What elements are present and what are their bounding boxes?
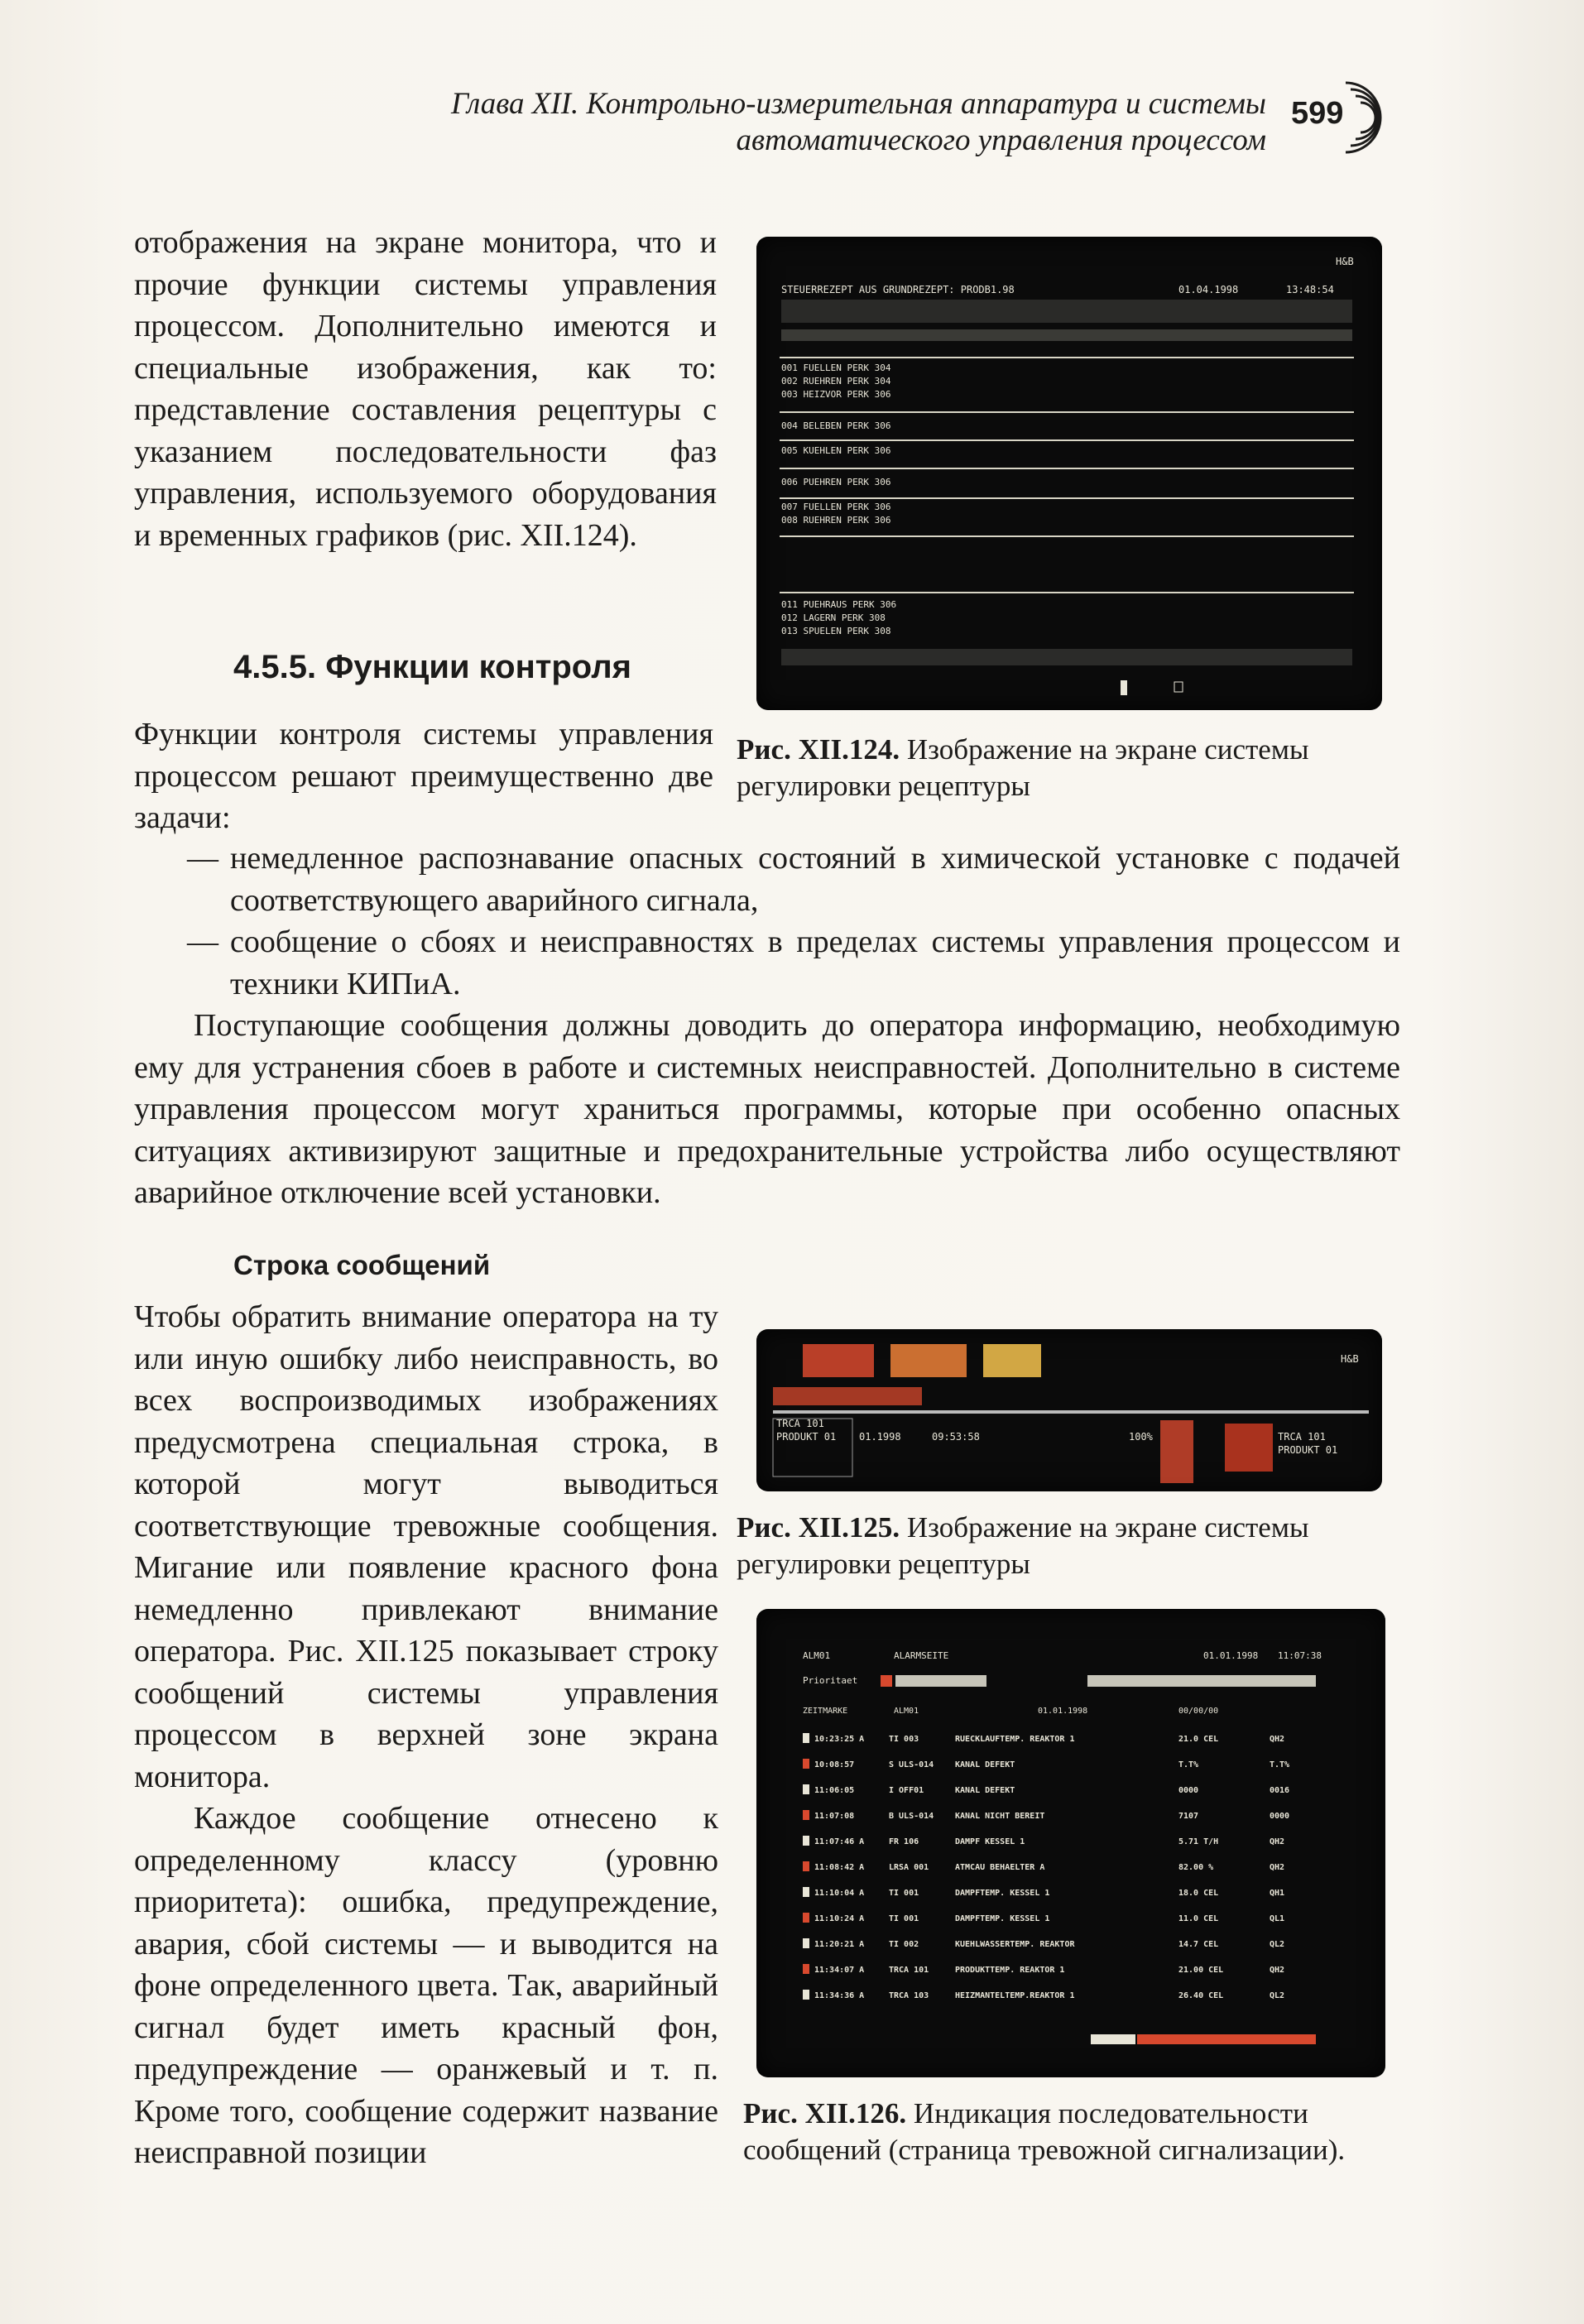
screen2-line1: TRCA 101	[776, 1418, 824, 1429]
screen2-line2: PRODUKT 01	[776, 1431, 837, 1443]
alarm-row-cell: 11.0 CEL	[1178, 1914, 1219, 1923]
alarm-row-cell: 0000	[1270, 1812, 1290, 1821]
alarm-row-cell: 0016	[1270, 1786, 1290, 1795]
screen1-row: 006 PUEHREN PERK 306	[781, 477, 891, 487]
alarm-priority-marker	[803, 1810, 809, 1820]
alarm-row-cell: PRODUKTTEMP. REAKTOR 1	[955, 1966, 1065, 1975]
page-number: 599	[1291, 96, 1344, 131]
screen1-date: 01.04.1998	[1178, 284, 1239, 295]
screen1-row: 012 LAGERN PERK 308	[781, 612, 886, 623]
alarm-row-cell: T.T%	[1178, 1760, 1199, 1769]
alarm-row-cell: 11:08:42 A	[814, 1863, 865, 1872]
alarm-row-cell: 11:10:04 A	[814, 1889, 865, 1898]
header-line-1: Глава XII. Контрольно-измерительная аппаратура и системы	[451, 87, 1266, 121]
alarm-row-cell: QL2	[1270, 1991, 1285, 2000]
alarm-row-cell: QH2	[1270, 1735, 1285, 1744]
alarm-row-cell: RUECKLAUFTEMP. REAKTOR 1	[955, 1735, 1075, 1744]
alarm-row-cell: 10:23:25 A	[814, 1735, 865, 1744]
alarm-row-cell: 26.40 CEL	[1178, 1991, 1224, 2000]
screen1-row: 008 RUEHREN PERK 306	[781, 515, 891, 526]
alarm-yellow-box	[983, 1344, 1041, 1377]
alarm-row-cell: QH1	[1270, 1889, 1285, 1898]
screen3-title-mid: ALARMSEITE	[894, 1650, 949, 1661]
alarm-priority-marker	[803, 1733, 809, 1743]
message-text	[134, 1296, 718, 2174]
alarm-row-cell: TI 002	[889, 1940, 919, 1949]
alarm-row-cell: QH2	[1270, 1837, 1285, 1846]
alarm-priority-marker	[803, 1964, 809, 1974]
screen3-column-header: ZEITMARKE	[803, 1707, 848, 1716]
alarm-row-cell: T.T%	[1270, 1760, 1290, 1769]
alarm-row-cell: QH2	[1270, 1863, 1285, 1872]
screen2-right2: PRODUKT 01	[1278, 1444, 1338, 1456]
section-title: 4.5.5. Функции контроля	[233, 649, 631, 685]
alarm-row-cell: DAMPFTEMP. KESSEL 1	[955, 1889, 1050, 1898]
message-paragraph-2: Каждое сообщение отнесено к определенному классу (уровню приоритета): ошибка, предупреждение, авария, сбой системы — и выводится на фоне определенного цвета. Так, аварийный сигнал будет иметь красный фон, предупреждение — оранжевый и т. п. Кроме того, сообщение содержит название неисправной позиции	[134, 1801, 718, 2170]
alarm-priority-marker	[803, 1759, 809, 1769]
screen3-column-header: ALM01	[894, 1707, 919, 1716]
alarm-row-cell: ATMCAU BEHAELTER A	[955, 1863, 1045, 1872]
screen3-column-header: 00/00/00	[1178, 1707, 1219, 1716]
alarm-priority-marker	[803, 1784, 809, 1794]
screen1-corner: H&B	[1336, 256, 1354, 267]
screen1-row: 013 SPUELEN PERK 308	[781, 626, 891, 636]
alarm-row-cell: TRCA 103	[889, 1991, 929, 2000]
control-paragraph: Функции контроля системы управления процессом решают преимущественно две задачи:	[134, 717, 713, 835]
screen2-right1: TRCA 101	[1278, 1431, 1326, 1443]
screen2-pct: 100%	[1129, 1431, 1153, 1443]
screen1-row: 011 PUEHRAUS PERK 306	[781, 599, 897, 610]
screen1-row: 001 FUELLEN PERK 304	[781, 363, 891, 373]
alarm-row-cell: 11:06:05	[814, 1786, 855, 1795]
subsection-title: Строка сообщений	[233, 1250, 491, 1280]
screen3-column-header: 01.01.1998	[1038, 1707, 1088, 1716]
alarm-row-cell: QH2	[1270, 1966, 1285, 1975]
alarm-row-cell: KANAL DEFEKT	[955, 1760, 1015, 1769]
list-item: — сообщение о сбоях и неисправностях в пределах системы управления процессом и техники КИПиА.	[187, 924, 1400, 1001]
full-width-block	[134, 838, 1400, 1214]
alarm-row-cell: 82.00 %	[1178, 1863, 1214, 1872]
alarm-row-cell: LRSA 001	[889, 1863, 929, 1872]
header-line-2: автоматического управления процессом	[736, 123, 1266, 157]
page-number-arcs-icon	[1321, 76, 1387, 159]
alarm-row-cell: KUEHLWASSERTEMP. REAKTOR	[955, 1940, 1075, 1949]
alarm-row-cell: B ULS-014	[889, 1812, 934, 1821]
screen1-row: 003 HEIZVOR PERK 306	[781, 389, 891, 400]
screen1-rows	[781, 363, 896, 636]
alarm-row-cell: 0000	[1178, 1786, 1199, 1795]
alarm-red-box	[803, 1344, 874, 1377]
alarm-row-cell: HEIZMANTELTEMP.REAKTOR 1	[955, 1991, 1075, 2000]
screen1-row: 007 FUELLEN PERK 306	[781, 502, 891, 512]
task-list	[134, 838, 1400, 1005]
figure-125-screen	[756, 1329, 1382, 1491]
incoming-paragraph: Поступающие сообщения должны доводить до оператора информацию, необходимую ему для устранения сбоев в работе и системных неисправностей. Дополнительно в системе управления процессом могут храниться программы, которые при особенно опасных ситуациях активизируют защитные и предохранительные устройства либо осуществляют аварийное отключение всей установки.	[134, 1008, 1400, 1210]
alarm-priority-marker	[803, 1990, 809, 2000]
screen2-time: 09:53:58	[932, 1431, 980, 1443]
screen1-row: 005 KUEHLEN PERK 306	[781, 445, 891, 456]
alarm-row-cell: 7107	[1178, 1812, 1199, 1821]
running-header	[248, 86, 1266, 159]
alarm-row-cell: TI 001	[889, 1889, 919, 1898]
screen1-header: STEUERREZEPT AUS GRUNDREZEPT: PRODB1.98	[781, 284, 1015, 295]
screen1-time: 13:48:54	[1286, 284, 1334, 295]
alarm-row-cell: TI 003	[889, 1735, 919, 1744]
message-paragraph-1: Чтобы обратить внимание оператора на ту или иную ошибку либо неисправность, во всех воспроизводимых изображениях предусмотрена специальная строка, в которой могут выводиться соответствующие тревожные сообщения. Мигание или появление красного фона немедленно привлекают внимание оператора. Рис. XII.125 показывает строку сообщений системы управления процессом в верхней зоне экрана монитора.	[134, 1299, 718, 1794]
alarm-orange-box	[890, 1344, 967, 1377]
alarm-priority-marker	[803, 1938, 809, 1948]
alarm-row-cell: KANAL DEFEKT	[955, 1786, 1015, 1795]
figure-124-screen	[756, 237, 1382, 710]
alarm-row-cell: 11:34:36 A	[814, 1991, 865, 2000]
alarm-row-cell: DAMPFTEMP. KESSEL 1	[955, 1914, 1050, 1923]
alarm-row-cell: FR 106	[889, 1837, 919, 1846]
screen3-title-time: 11:07:38	[1278, 1650, 1322, 1661]
screen3-title-date: 01.01.1998	[1203, 1650, 1259, 1661]
alarm-row-cell: 11:07:08	[814, 1812, 855, 1821]
alarm-row-cell: 21.0 CEL	[1178, 1735, 1219, 1744]
alarm-row-cell: I OFF01	[889, 1786, 924, 1795]
alarm-row-cell: 11:20:21 A	[814, 1940, 865, 1949]
screen1-row: 004 BELEBEN PERK 306	[781, 420, 891, 431]
list-item: — немедленное распознавание опасных состояний в химической установке с подачей соответствующего аварийного сигнала,	[187, 841, 1400, 918]
figure-124-caption: Рис. XII.124. Изображение на экране системы регулировки рецептуры	[737, 733, 1309, 802]
screen1-row: 002 RUEHREN PERK 304	[781, 376, 891, 387]
alarm-row-cell: 11:34:07 A	[814, 1966, 865, 1975]
alarm-row-cell: 5.71 T/H	[1178, 1837, 1219, 1846]
figure-125-caption: Рис. XII.125. Изображение на экране системы регулировки рецептуры	[737, 1511, 1309, 1580]
intro-paragraph: отображения на экране монитора, что и прочие функции системы управления процессом. Дополнительно имеются и специальные изображения, как то: представление составления рецептуры с указанием последовательности фаз управления, используемого оборудования и временных графиков (рис. XII.124).	[134, 225, 717, 553]
screen2-date: 01.1998	[859, 1431, 901, 1443]
figure-126-screen	[756, 1609, 1385, 2077]
alarm-row-cell: 11:07:46 A	[814, 1837, 865, 1846]
figure-126-caption: Рис. XII.126. Индикация последовательности сообщений (страница тревожной сигнализации).	[743, 2097, 1346, 2166]
alarm-row-cell: 10:08:57	[814, 1760, 855, 1769]
alarm-row-cell: 21.00 CEL	[1178, 1966, 1224, 1975]
screen2-corner: H&B	[1341, 1353, 1359, 1365]
alarm-priority-marker	[803, 1836, 809, 1846]
screen3-priority: Prioritaet	[803, 1675, 858, 1686]
alarm-row-cell: 14.7 CEL	[1178, 1940, 1219, 1949]
alarm-row-cell: S ULS-014	[889, 1760, 934, 1769]
alarm-priority-marker	[803, 1887, 809, 1897]
screen3-title-left: ALM01	[803, 1650, 831, 1661]
alarm-row-cell: TI 001	[889, 1914, 919, 1923]
alarm-row-cell: DAMPF KESSEL 1	[955, 1837, 1025, 1846]
alarm-row-cell: TRCA 101	[889, 1966, 929, 1975]
alarm-row-cell: KANAL NICHT BEREIT	[955, 1812, 1045, 1821]
alarm-row-cell: QL2	[1270, 1940, 1285, 1949]
alarm-row-cell: 18.0 CEL	[1178, 1889, 1219, 1898]
alarm-priority-marker	[803, 1861, 809, 1871]
alarm-priority-marker	[803, 1913, 809, 1923]
alarm-row-cell: 11:10:24 A	[814, 1914, 865, 1923]
alarm-row-cell: QL1	[1270, 1914, 1285, 1923]
